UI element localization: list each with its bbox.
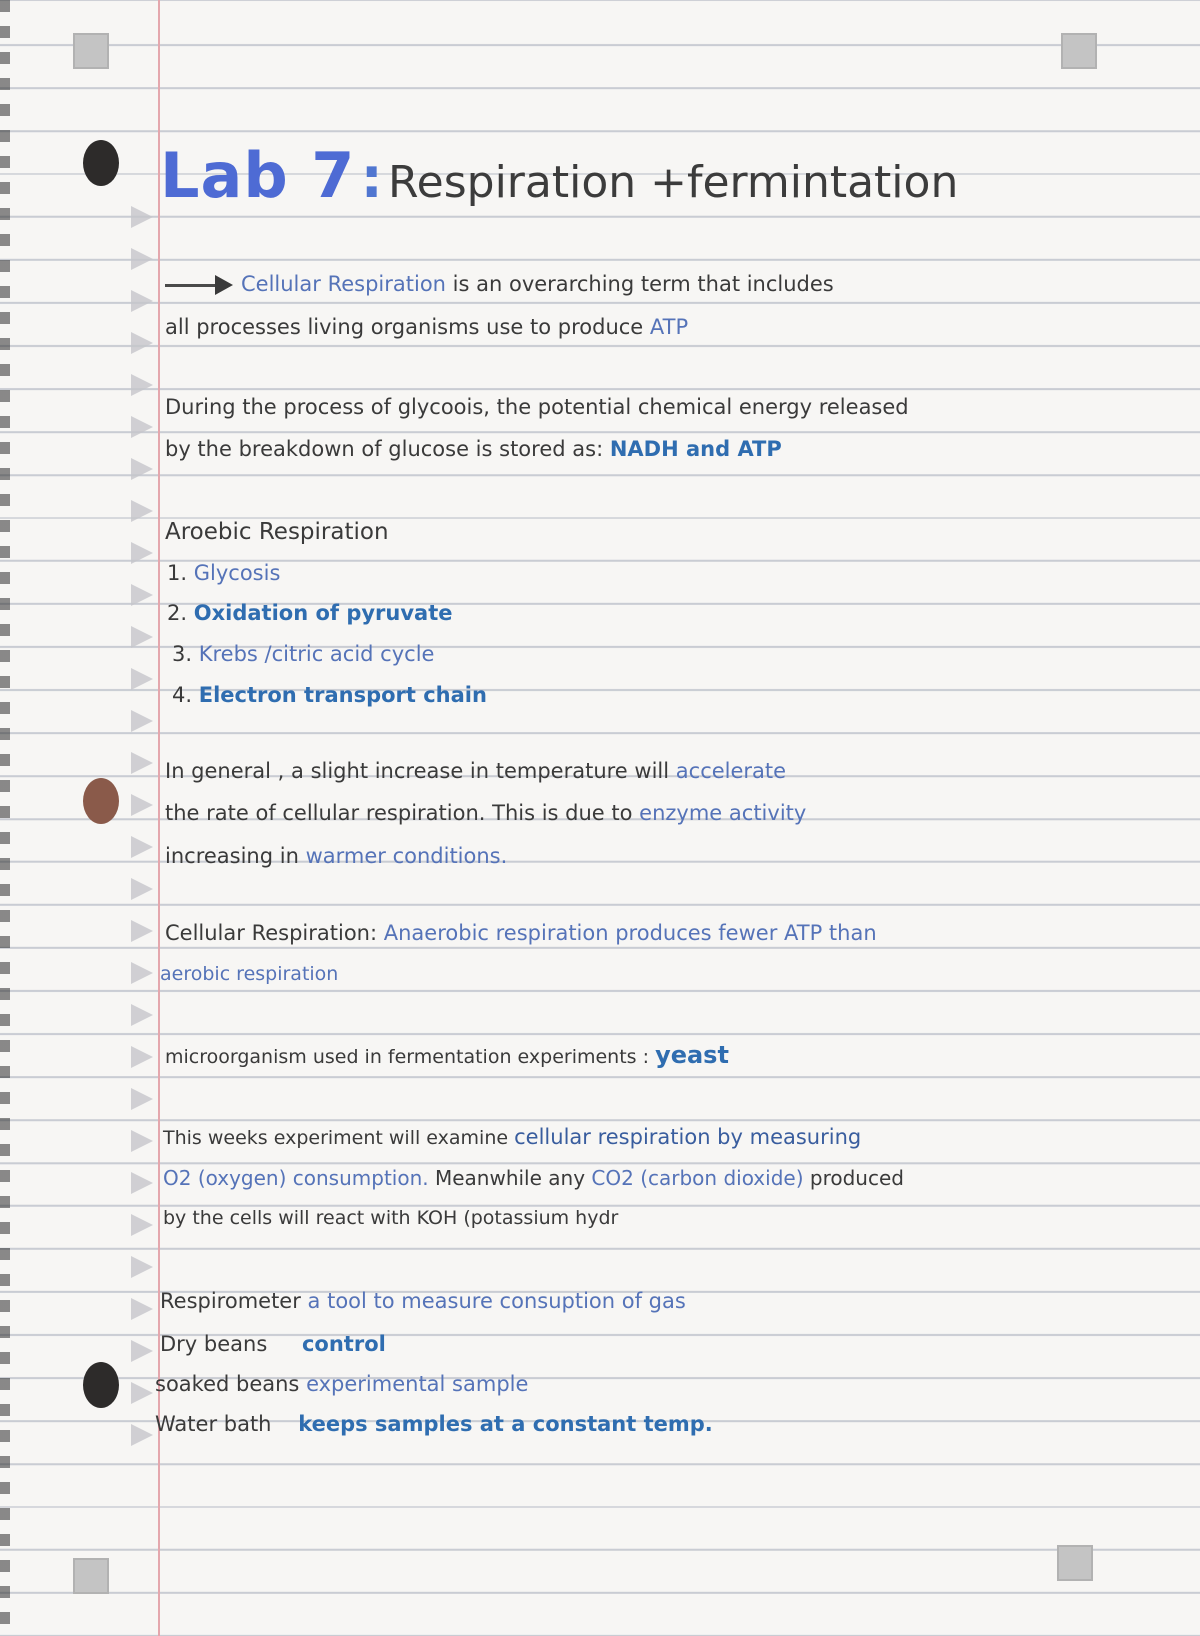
margin-triangle [131, 626, 153, 648]
arrow-icon [165, 275, 235, 295]
margin-triangle [131, 416, 153, 438]
p6-line-2 [163, 1167, 904, 1189]
title-colon: : [360, 146, 383, 211]
margin-triangle [131, 1424, 153, 1446]
list-item [167, 562, 280, 585]
margin-triangle [131, 290, 153, 312]
margin-triangle [131, 542, 153, 564]
list-number: 2. [167, 601, 188, 625]
p1-text: all processes living organisms use to produce [165, 315, 644, 339]
list-number: 4. [172, 683, 193, 707]
punch-hole [83, 1362, 119, 1408]
corner-marker [73, 1558, 109, 1594]
margin-triangle [131, 1046, 153, 1068]
atp-label: ATP [649, 315, 689, 339]
list-item [167, 602, 453, 625]
p3-line-1 [165, 760, 786, 783]
margin-triangle [131, 1214, 153, 1236]
definition-row [155, 1413, 713, 1436]
list-item [172, 643, 434, 666]
definition-desc: keeps samples at a constant temp. [298, 1412, 713, 1436]
p3-accent: enzyme activity [639, 801, 807, 825]
p5-line [165, 1042, 729, 1068]
margin-triangle [131, 1088, 153, 1110]
margin-triangle [131, 1382, 153, 1404]
definition-term: Water bath [155, 1412, 272, 1436]
list-label: Oxidation of pyruvate [193, 601, 453, 625]
list-item [172, 684, 487, 707]
p6-text: This weeks experiment will examine [163, 1127, 509, 1149]
margin-triangle [131, 1130, 153, 1152]
nadh-atp-answer: NADH and ATP [609, 437, 782, 461]
margin-triangle [131, 668, 153, 690]
definition-desc: experimental sample [306, 1372, 529, 1396]
margin-triangle [131, 500, 153, 522]
margin-triangle [131, 584, 153, 606]
p4-accent: Anaerobic respiration produces fewer ATP than [383, 921, 877, 945]
p4-line-2: aerobic respiration [160, 963, 339, 985]
p6-accent: CO2 (carbon dioxide) [591, 1166, 804, 1190]
margin-triangle [131, 752, 153, 774]
p2-line-2 [165, 438, 782, 461]
p1-line-1 [165, 273, 834, 296]
p3-accent: accelerate [675, 759, 787, 783]
list-number: 3. [172, 642, 193, 666]
p5-text: microorganism used in fermentation experiments : [165, 1046, 650, 1068]
definition-desc: control [301, 1332, 386, 1356]
margin-triangle [131, 458, 153, 480]
p4-line-1 [165, 922, 877, 945]
punch-hole [83, 778, 119, 824]
p6-text: Meanwhile any [434, 1166, 586, 1190]
list-label: Krebs /citric acid cycle [198, 642, 435, 666]
list-label: Electron transport chain [198, 683, 487, 707]
margin-triangle [131, 248, 153, 270]
margin-triangle [131, 920, 153, 942]
corner-marker [1057, 1545, 1093, 1581]
definition-term: Dry beans [160, 1332, 268, 1356]
margin-triangle [131, 1298, 153, 1320]
p6-accent: cellular respiration by measuring [514, 1125, 862, 1149]
title-lab: Lab 7 [160, 139, 356, 212]
margin-triangle [131, 1340, 153, 1362]
corner-marker [73, 33, 109, 69]
p3-line-3 [165, 845, 507, 868]
list-number: 1. [167, 561, 188, 585]
margin-triangle [131, 206, 153, 228]
margin-triangle [131, 374, 153, 396]
term-cellular-respiration: Cellular Respiration [241, 272, 446, 296]
p6-line-3: by the cells will react with KOH (potassium hydr [163, 1207, 619, 1229]
p1-line-2 [165, 316, 688, 339]
p6-line-1 [163, 1126, 861, 1149]
spiral-binding [0, 0, 10, 1636]
definition-row [155, 1373, 528, 1396]
p4-term: Cellular Respiration: [165, 921, 378, 945]
margin-triangle [131, 836, 153, 858]
list-label: Glycosis [193, 561, 281, 585]
p3-text: the rate of cellular respiration. This is due to [165, 801, 633, 825]
margin-triangle [131, 1172, 153, 1194]
definition-row [160, 1290, 686, 1313]
p2-line-1: During the process of glycoois, the potential chemical energy released [165, 395, 909, 419]
p2-text: by the breakdown of glucose is stored as: [165, 437, 604, 461]
punch-hole [83, 140, 119, 186]
page-title [160, 139, 959, 212]
definition-row [160, 1333, 386, 1356]
p3-text: increasing in [165, 844, 299, 868]
definition-desc: a tool to measure consuption of gas [307, 1289, 686, 1313]
corner-marker [1061, 33, 1097, 69]
margin-triangle [131, 332, 153, 354]
p3-accent: warmer conditions. [305, 844, 508, 868]
definition-term: soaked beans [155, 1372, 300, 1396]
margin-triangle [131, 794, 153, 816]
margin-triangle [131, 710, 153, 732]
p3-line-2 [165, 802, 806, 825]
p1-text: is an overarching term that includes [452, 272, 834, 296]
definition-term: Respirometer [160, 1289, 301, 1313]
margin-triangle [131, 1004, 153, 1026]
title-rest: Respiration +fermintation [388, 157, 959, 208]
p6-accent: O2 (oxygen) consumption. [163, 1166, 429, 1190]
p3-text: In general , a slight increase in temperature will [165, 759, 670, 783]
margin-triangle [131, 878, 153, 900]
aerobic-heading: Aroebic Respiration [165, 519, 389, 545]
yeast-answer: yeast [655, 1041, 729, 1069]
margin-triangle [131, 1256, 153, 1278]
p6-text: produced [809, 1166, 904, 1190]
margin-triangle [131, 962, 153, 984]
